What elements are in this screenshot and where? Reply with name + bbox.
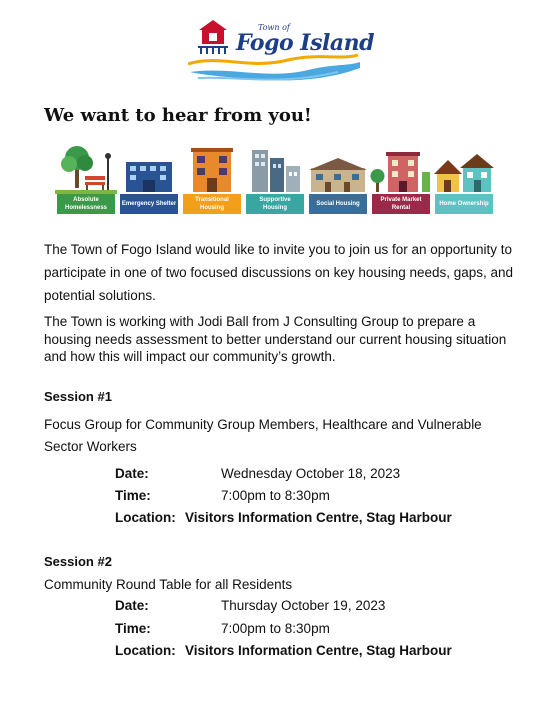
rental-building-icon bbox=[370, 144, 432, 194]
logo-name: Fogo Island bbox=[236, 30, 374, 56]
stage-label: Absolute Homelessness bbox=[57, 194, 115, 214]
stage-home-ownership bbox=[433, 144, 495, 214]
time-label: Time: bbox=[115, 621, 151, 636]
time-label: Time: bbox=[115, 488, 151, 503]
time-value: 7:00pm to 8:30pm bbox=[221, 621, 330, 636]
stage-social-housing bbox=[307, 144, 369, 214]
logo-town-of: Town of bbox=[258, 23, 290, 32]
intro-paragraph: The Town of Fogo Island would like to invite you to join us for an opportunity to participate in one of two focused discussions on key housing needs, gaps, and potential solutions. bbox=[44, 242, 514, 303]
session-1-description: Focus Group for Community Group Members, Healthcare and Vulnerable Sector Workers bbox=[44, 417, 482, 454]
date-value: Wednesday October 18, 2023 bbox=[221, 466, 401, 481]
context-paragraph: The Town is working with Jodi Ball from J Consulting Group to prepare a housing needs assessment to better understand our current housing situation and how this will impact our community’s growth. bbox=[44, 314, 507, 364]
session-2-description: Community Round Table for all Residents bbox=[44, 577, 293, 592]
stage-label: Home Ownership bbox=[435, 194, 493, 214]
tower-building-icon bbox=[244, 144, 306, 194]
stage-label: Supportive Housing bbox=[246, 194, 304, 214]
stage-private-market-rental bbox=[370, 144, 432, 214]
location-value: Visitors Information Centre, Stag Harbour bbox=[185, 643, 452, 658]
session-1-title: Session #1 bbox=[44, 389, 112, 404]
date-label: Date: bbox=[115, 466, 149, 481]
stage-label: Social Housing bbox=[309, 194, 367, 214]
town-logo bbox=[188, 20, 374, 86]
location-label: Location: bbox=[115, 510, 176, 525]
stage-emergency-shelter bbox=[118, 144, 180, 214]
stage-label: Private Market Rental bbox=[372, 194, 430, 214]
stage-absolute-homelessness bbox=[55, 144, 117, 214]
location-value: Visitors Information Centre, Stag Harbour bbox=[185, 510, 452, 525]
date-value: Thursday October 19, 2023 bbox=[221, 598, 386, 613]
apartment-icon bbox=[181, 144, 243, 194]
tree-bench-icon bbox=[55, 144, 117, 194]
shelter-building-icon bbox=[118, 144, 180, 194]
session-2-title: Session #2 bbox=[44, 554, 112, 569]
stage-label: Emergency Shelter bbox=[120, 194, 178, 214]
stage-label: Transitional Housing bbox=[183, 194, 241, 214]
time-value: 7:00pm to 8:30pm bbox=[221, 488, 330, 503]
stage-transitional-housing bbox=[181, 144, 243, 214]
row-houses-icon bbox=[307, 144, 369, 194]
houses-icon bbox=[433, 144, 495, 194]
stage-supportive-housing bbox=[244, 144, 306, 214]
date-label: Date: bbox=[115, 598, 149, 613]
housing-continuum bbox=[55, 144, 495, 214]
headline: We want to hear from you! bbox=[44, 105, 312, 126]
location-label: Location: bbox=[115, 643, 176, 658]
